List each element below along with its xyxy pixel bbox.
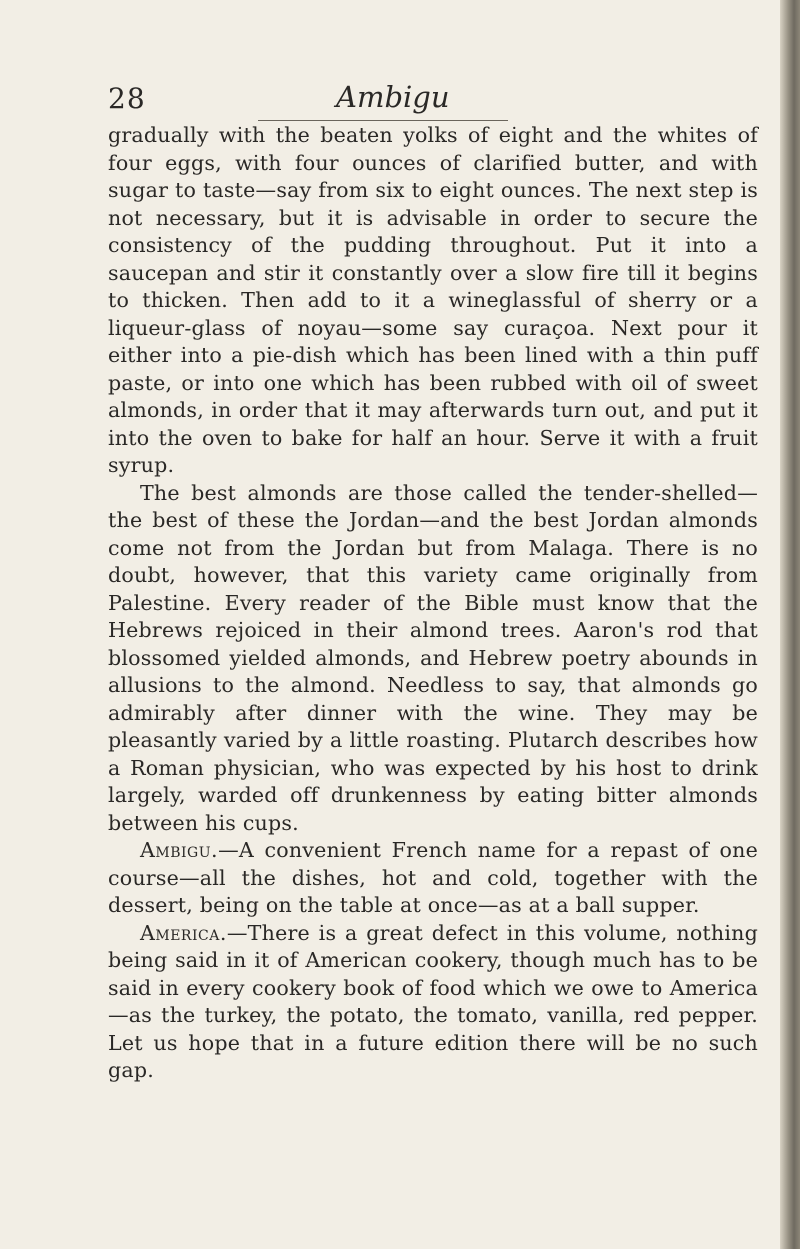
page-header [108,78,718,122]
running-head: Ambigu [336,80,450,114]
header-rule [258,120,508,121]
body-text [108,122,758,1085]
paragraph-almonds: The best almonds are those called the tender-shelled—the best of these the Jordan—and the best Jordan almonds come not from the Jordan but from Malaga. There is no doubt, however, that this variety came originally from Palestine. Every reader of the Bible must know that the Hebrews rejoiced in their almond trees. Aaron's rod that blossomed yielded almonds, and Hebrew poetry abounds in allusions to the almond. Needless to say, that almonds go admirably after dinner with the wine. They may be pleasantly varied by a little roasting. Plutarch describes how a Roman physician, who was expected by his host to drink largely, warded off drunkenness by eating bitter almonds between his cups. [108,480,758,835]
page-edge [780,0,800,1249]
entry-term-america: America. [140,920,227,945]
paragraph-ambigu [108,837,758,920]
page-number: 28 [108,82,146,115]
paragraph-america [108,920,758,1085]
entry-term-ambigu: Ambigu. [140,838,219,862]
entry-text-america: —There is a great defect in this volume, nothing being said in it of American cookery, though much has to be said in every cookery book of food which we owe to America—as the turkey, the potato, the tomato, vanilla, red pepper. Let us hope that in a future edition there will be no such gap. [108,920,758,1082]
paragraph-pudding-recipe: gradually with the beaten yolks of eight and the whites of four eggs, with four ounces of clarified butter, and with sugar to taste—say from six to eight ounces. The next step is not necessary, but it is advisable in order to secure the consistency of the pudding throughout. Put it into a saucepan and stir it constantly over a slow fire till it begins to thicken. Then add to it a wineglassful of sherry or a liqueur-glass of noyau—some say curaçoa. Next pour it either into a pie-dish which has been lined with a thin puff paste, or into one which has been rubbed with oil of sweet almonds, in order that it may afterwards turn out, and put it into the oven to bake for half an hour. Serve it with a fruit syrup. [108,123,758,477]
entry-text-ambigu: —A convenient French name for a repast of one course—all the dishes, hot and cold, together with the dessert, being on the table at once—as at a ball supper. [108,838,758,917]
